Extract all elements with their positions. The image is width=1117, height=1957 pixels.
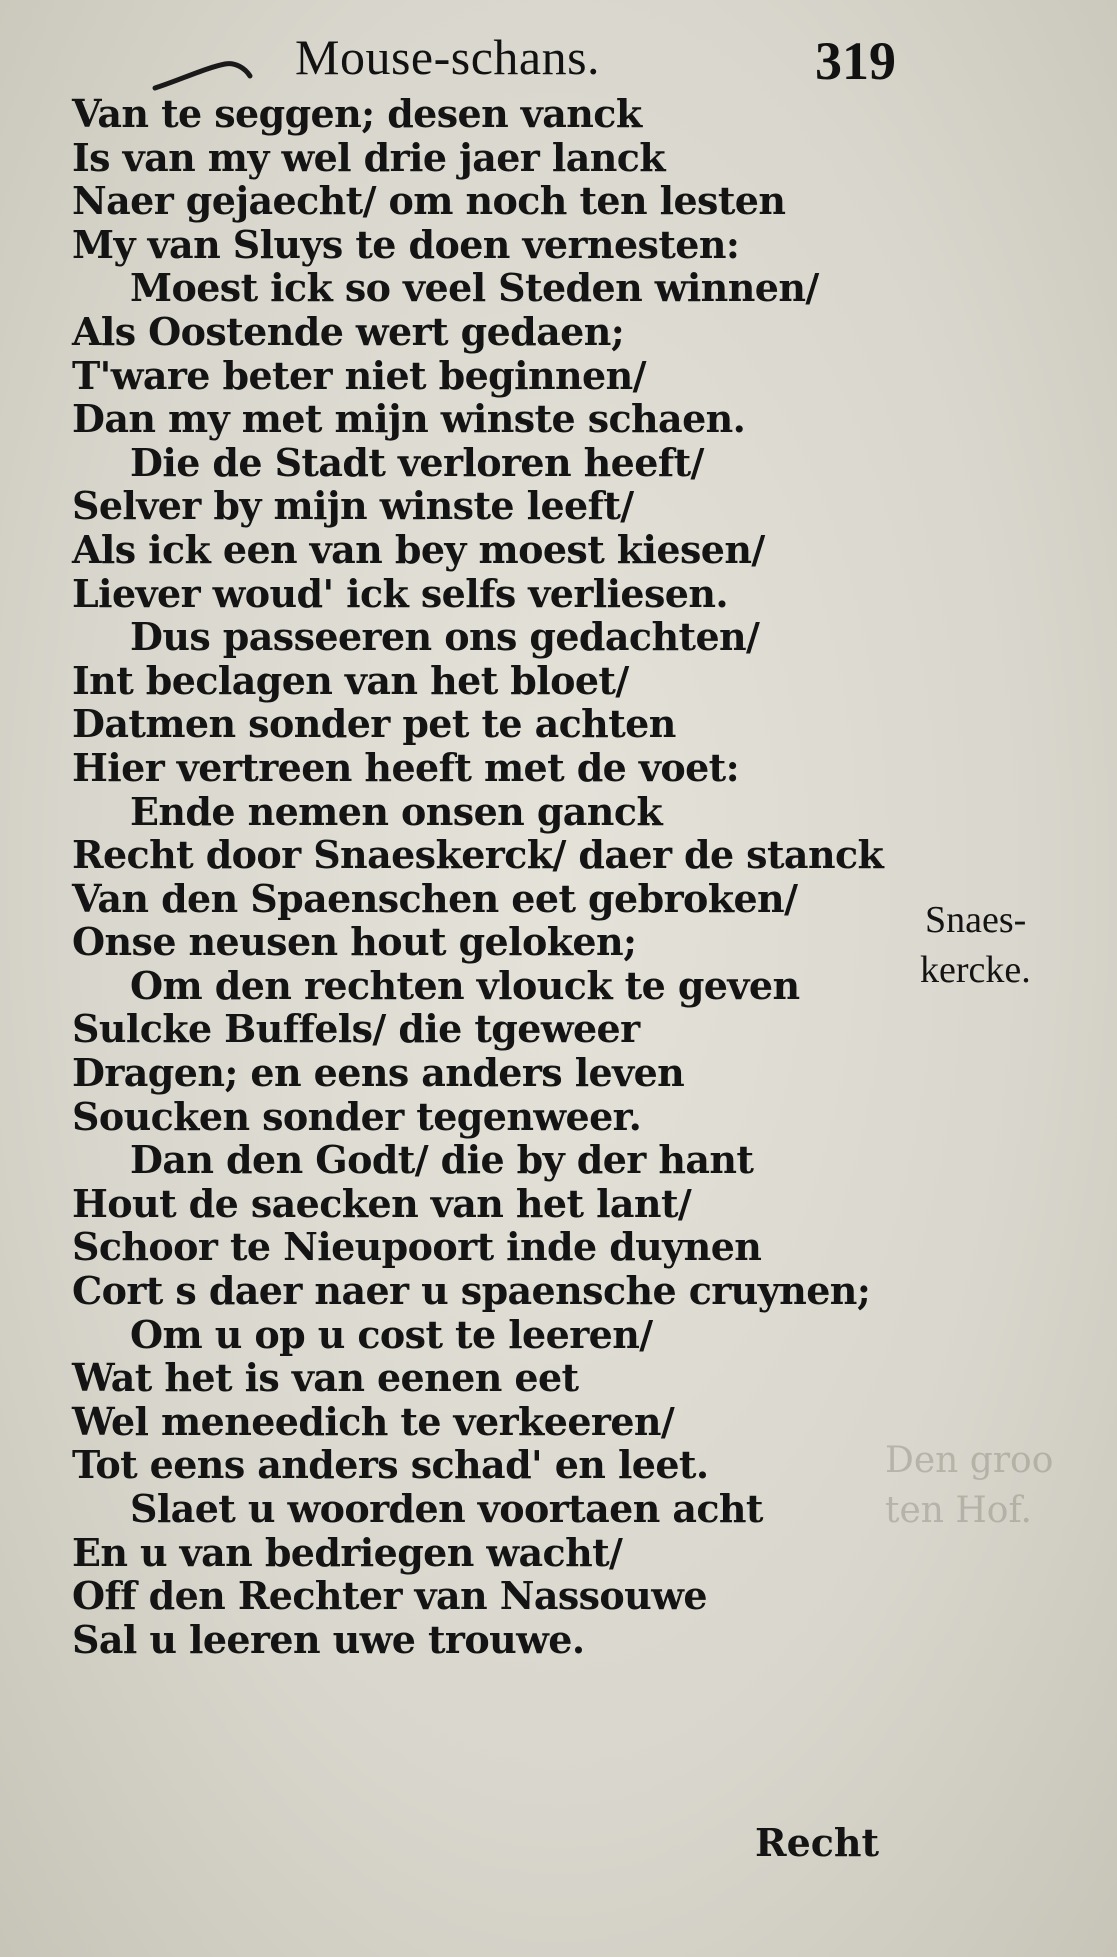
poem-line: Slaet u woorden voortaen acht xyxy=(130,1486,763,1531)
poem-line: Ende nemen onsen ganck xyxy=(130,788,663,834)
poem-line: Dan den Godt/ die by der hant xyxy=(130,1137,754,1183)
bleed-through-text: Den groo xyxy=(885,1440,1054,1481)
poem-line: Dan my met mijn winste schaen. xyxy=(72,396,746,442)
poem-line: Naer gejaecht/ om noch ten lesten xyxy=(72,178,786,224)
poem-line: Cort s daer naer u spaensche cruynen; xyxy=(72,1268,871,1314)
margin-note-line: kercke. xyxy=(920,949,1031,991)
poem-line: Dus passeeren ons gedachten/ xyxy=(130,614,760,660)
poem-line: Int beclagen van het bloet/ xyxy=(72,657,629,703)
poem-line: T'ware beter niet beginnen/ xyxy=(72,352,646,398)
running-head: Mouse-schans. xyxy=(295,29,601,85)
poem-line: Schoor te Nieupoort inde duynen xyxy=(72,1224,762,1270)
poem-line: Recht door Snaeskerck/ daer de stanck xyxy=(72,832,884,878)
poem-line: Die de Stadt verloren heeft/ xyxy=(130,439,704,485)
poem-line: Hout de saecken van het lant/ xyxy=(72,1180,692,1226)
bleed-through-text: ten Hof. xyxy=(885,1490,1032,1531)
poem-line: Hier vertreen heeft met de voet: xyxy=(72,744,740,790)
poem-line: Als Oostende wert gedaen; xyxy=(72,308,625,354)
catchword: Recht xyxy=(755,1820,880,1865)
poem-line: Als ick een van bey moest kiesen/ xyxy=(72,526,765,572)
poem-line: Onse neusen hout geloken; xyxy=(72,919,637,965)
poem-line: Moest ick so veel Steden winnen/ xyxy=(130,265,819,311)
poem-line: My van Sluys te doen vernesten: xyxy=(72,221,740,267)
poem-line: Van den Spaenschen eet gebroken/ xyxy=(72,875,798,921)
page-header xyxy=(0,18,1117,98)
poem-line: Tot eens anders schad' en leet. xyxy=(72,1442,709,1488)
poem-line: Om u op u cost te leeren/ xyxy=(130,1311,653,1357)
poem-line: Off den Rechter van Nassouwe xyxy=(72,1573,707,1619)
poem-line: Sal u leeren uwe trouwe. xyxy=(72,1616,585,1662)
poem-line: Datmen sonder pet te achten xyxy=(72,701,676,747)
poem-line: Wel meneedich te verkeeren/ xyxy=(72,1398,675,1444)
poem-line: Is van my wel drie jaer lanck xyxy=(72,134,666,180)
poem-line: Wat het is van eenen eet xyxy=(72,1355,579,1401)
poem-line: Soucken sonder tegenweer. xyxy=(72,1093,642,1139)
poem-line: Liever woud' ick selfs verliesen. xyxy=(72,570,729,616)
poem-line: Sulcke Buffels/ die tgeweer xyxy=(72,1006,640,1052)
poem-line: Selver by mijn winste leeft/ xyxy=(72,483,634,529)
margin-note-line: Snaes- xyxy=(925,899,1027,941)
poem-line: En u van bedriegen wacht/ xyxy=(72,1529,623,1575)
margin-note xyxy=(920,895,1031,995)
poem-text xyxy=(72,92,972,1661)
page-number: 319 xyxy=(815,31,896,91)
poem-line: Van te seggen; desen vanck xyxy=(72,91,642,136)
poem-line: Om den rechten vlouck te geven xyxy=(130,962,800,1008)
poem-line: Dragen; en eens anders leven xyxy=(72,1050,685,1096)
